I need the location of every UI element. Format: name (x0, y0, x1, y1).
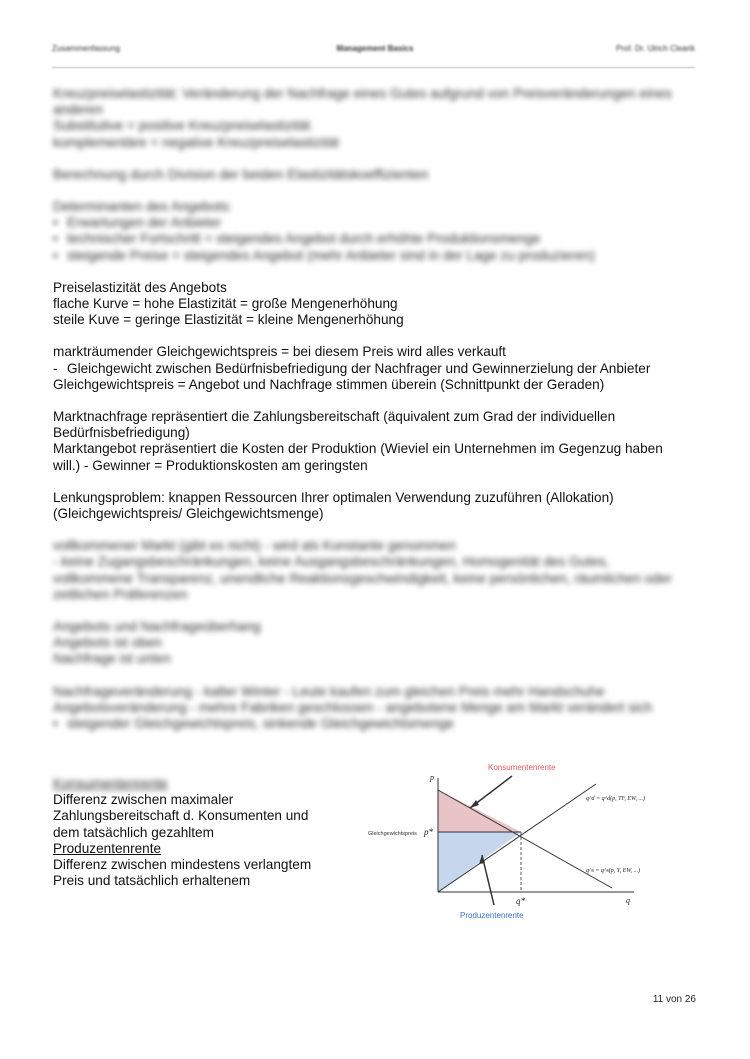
text-line: anderen (53, 102, 103, 118)
supply-demand-diagram (364, 760, 664, 930)
text-line: zeitlichen Präferenzen (53, 586, 188, 602)
paragraph-vollkommener-markt (53, 538, 703, 603)
text-line: Preis und tatsächlich erhaltenem (53, 873, 251, 889)
header-left: Zusammenfassung (52, 44, 121, 53)
text-line: vollkommene Transparenz, unendliche Reaktionsgeschwindigkeit, keine persönlichen, räumlichen oder (53, 570, 672, 586)
list-item (53, 248, 703, 264)
paragraph-marktnachfrage (53, 409, 703, 474)
text-line: Nachfrage ist unten (53, 651, 171, 667)
bullet-icon: • (53, 215, 58, 231)
p-axis-label: p (430, 773, 434, 782)
text-line: vollkommener Markt (gibt es nicht) - wird als Konstante genommen (53, 538, 456, 554)
paragraph-berechnung (53, 167, 703, 183)
konsumentenrente-label: Konsumentenrente (488, 763, 556, 772)
list-item-text: steigende Preise = steigendes Angebot (mehr Anbieter sind in der Lage zu produzieren) (67, 247, 595, 263)
text-line: - keine Zugangsbeschränkungen, keine Ausgangsbeschränkungen, Homogenität des Gutes, (53, 554, 610, 570)
text-line: dem tatsächlich gezahltem (53, 824, 214, 840)
list-item (53, 231, 703, 247)
text-line: markträumender Gleichgewichtspreis = bei diesem Preis wird alles verkauft (53, 344, 506, 360)
consumer-surplus-area (438, 790, 521, 832)
page-number: 11 von 26 (652, 994, 696, 1005)
bullet-icon: • (53, 716, 58, 732)
dash-icon: - (53, 360, 58, 376)
text-line: Marktangebot repräsentiert die Kosten der Produktion (Wieviel ein Unternehmen im Gegenzug haben (53, 441, 663, 457)
text-line: (Gleichgewichtspreis/ Gleichgewichtsmenge) (53, 506, 324, 522)
text-line: komplementäre = negative Kreuzpreiselastizität (53, 134, 339, 150)
text-line: Differenz zwischen maximaler (53, 792, 234, 808)
paragraph-kreuzpreiselastizitaet (53, 86, 703, 151)
text-line: steile Kuve = geringe Elastizität = kleine Mengenerhöhung (53, 312, 404, 328)
text-line: Kreuzpreiselastizität: Veränderung der Nachfrage eines Gutes aufgrund von Preisveränderungen eines (53, 86, 672, 101)
list-item-text: Erwartungen der Anbieter (67, 215, 222, 231)
rente-definitions (53, 776, 333, 889)
gleichgewichtspreis-label: Gleichgewichtspreis (368, 831, 417, 837)
list-item-text: Gleichgewicht zwischen Bedürfnisbefriedigung der Nachfrager und Gewinnerzielung der Anbieter (67, 360, 651, 376)
text-line: Determinanten des Angebots: (53, 199, 233, 215)
produzentenrente-label: Produzentenrente (460, 911, 524, 920)
text-line: will.) - Gewinner = Produktionskosten am geringsten (53, 457, 368, 473)
list-item (53, 215, 703, 231)
text-line: Zahlungsbereitschaft d. Konsumenten und (53, 808, 309, 824)
p-star-label: p* (424, 827, 433, 837)
text-line: Angebots ist oben (53, 635, 162, 651)
text-line: flache Kurve = hohe Elastizität = große Mengenerhöhung (53, 296, 398, 312)
text-line: Preiselastizität des Angebots (53, 279, 227, 295)
header-title: Management Basics (336, 44, 414, 53)
paragraph-veraenderung (53, 684, 703, 733)
text-line: Gleichgewichtspreis = Angebot und Nachfrage stimmen überein (Schnittpunkt der Geraden) (53, 376, 605, 392)
paragraph-determinanten (53, 199, 703, 264)
text-line: Lenkungsproblem: knappen Ressourcen Ihrer optimalen Verwendung zuzuführen (Allokation) (53, 489, 614, 505)
list-item-text: steigender Gleichgewichtspreis, sinkende Gleichgewichtsmenge (67, 716, 454, 732)
list-item (53, 361, 703, 377)
text-line: Nachfrageveränderung - kalter Winter - Leute kaufen zum gleichen Preis mehr Handschuhe (53, 683, 605, 699)
heading-produzentenrente: Produzentenrente (53, 840, 162, 856)
text-line: Differenz zwischen mindestens verlangtem (53, 857, 312, 873)
main-content (53, 86, 703, 748)
header-author: Prof. Dr. Ulrich Clearik (615, 44, 695, 53)
bullet-icon: • (53, 231, 58, 247)
paragraph-ueberhang (53, 619, 703, 668)
text-line: Substitutive = positive Kreuzpreiselastizität (53, 118, 311, 134)
text-line: Bedürfnisbefriedigung) (53, 425, 190, 441)
arrowhead-icon (470, 800, 479, 808)
text-line: Marktnachfrage repräsentiert die Zahlungsbereitschaft (äquivalent zum Grad der individuellen (53, 409, 616, 425)
header-divider (52, 67, 695, 68)
text-line: Angebotsveränderung - mehre Fabriken geschlossen - angebotene Menge am Markt verändert sich (53, 699, 653, 715)
text-line: Angebots und Nachfrageüberhang (53, 619, 261, 635)
demand-formula-label: q^d = q^d(p, TF, EW, ...) (586, 796, 645, 802)
text-line: Berechnung durch Division der beiden Elastizitätskoeffizienten (53, 166, 429, 182)
paragraph-lenkungsproblem (53, 490, 703, 522)
heading-konsumentenrente: Konsumentenrente (53, 776, 168, 791)
list-item-text: technischer Fortschritt = steigendes Angebot durch erhöhte Produktionsmenge (67, 231, 541, 247)
paragraph-preiselastizitaet-angebot (53, 280, 703, 329)
bullet-icon: • (53, 247, 58, 263)
q-axis-label: q (626, 896, 630, 905)
supply-formula-label: q^s = q^s(p, Y, EW, ...) (586, 868, 641, 874)
q-star-label: q* (516, 896, 525, 906)
paragraph-gleichgewichtspreis (53, 344, 703, 393)
list-item (53, 716, 703, 732)
